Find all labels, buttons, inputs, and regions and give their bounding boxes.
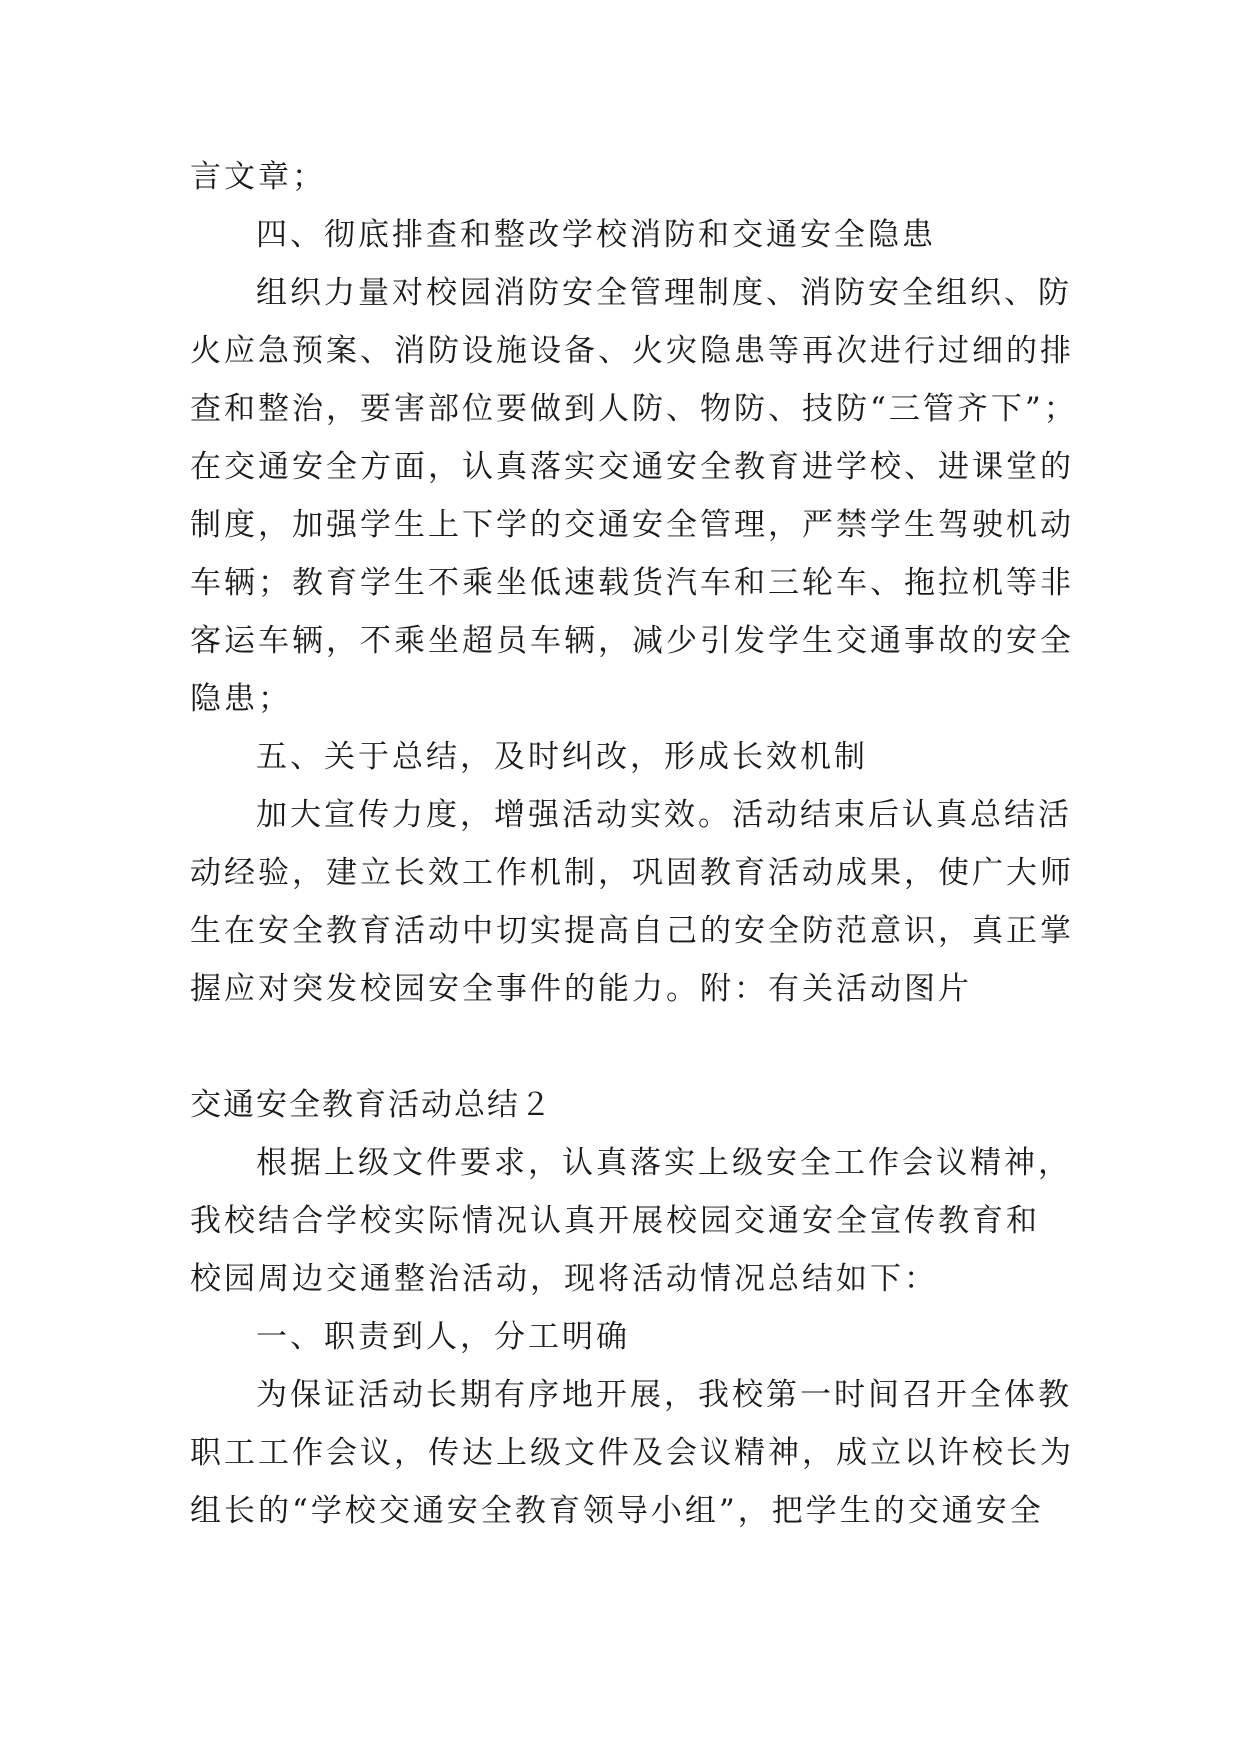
paragraph-gap [190,1018,1050,1076]
text-line: 根据上级文件要求，认真落实上级安全工作会议精神， [256,1145,1072,1181]
text-line: 组织力量对校园消防安全管理制度、消防安全组织、防 [256,275,1072,311]
document-title: 交通安全教育活动总结２ [190,1087,553,1123]
text-line: 我校结合学校实际情况认真开展校园交通安全宣传教育和 [190,1203,1040,1239]
text-line: 动经验，建立长效工作机制，巩固教育活动成果，使广大师 [190,855,1074,891]
text-line: 火应急预案、消防设施设备、火灾隐患等再次进行过细的排 [190,333,1074,369]
text-line: 职工工作会议，传达上级文件及会议精神，成立以许校长为 [190,1435,1074,1471]
text-line: 为保证活动长期有序地开展，我校第一时间召开全体教 [256,1377,1072,1413]
text-line: 隐患； [190,681,292,717]
text-line: 握应对突发校园安全事件的能力。附：有关活动图片 [190,971,972,1007]
section-heading: 五、关于总结，及时纠改，形成长效机制 [256,739,868,775]
document-body [190,148,1078,1540]
text-line: 查和整治，要害部位要做到人防、物防、技防“三管齐下”； [190,391,1078,427]
text-line: 生在安全教育活动中切实提高自己的安全防范意识，真正掌 [190,913,1074,949]
text-line: 组长的“学校交通安全教育领导小组”，把学生的交通安全 [190,1493,1044,1529]
text-line: 制度，加强学生上下学的交通安全管理，严禁学生驾驶机动 [190,507,1074,543]
section-heading: 四、彻底排查和整改学校消防和交通安全隐患 [256,217,936,253]
section-heading: 一、职责到人，分工明确 [256,1319,630,1355]
text-line: 在交通安全方面，认真落实交通安全教育进学校、进课堂的 [190,449,1074,485]
text-line: 车辆；教育学生不乘坐低速载货汽车和三轮车、拖拉机等非 [190,565,1074,601]
text-line: 加大宣传力度，增强活动实效。活动结束后认真总结活 [256,797,1072,833]
text-line: 言文章； [190,159,326,195]
text-line: 客运车辆，不乘坐超员车辆，减少引发学生交通事故的安全 [190,623,1074,659]
text-line: 校园周边交通整治活动，现将活动情况总结如下： [190,1261,938,1297]
